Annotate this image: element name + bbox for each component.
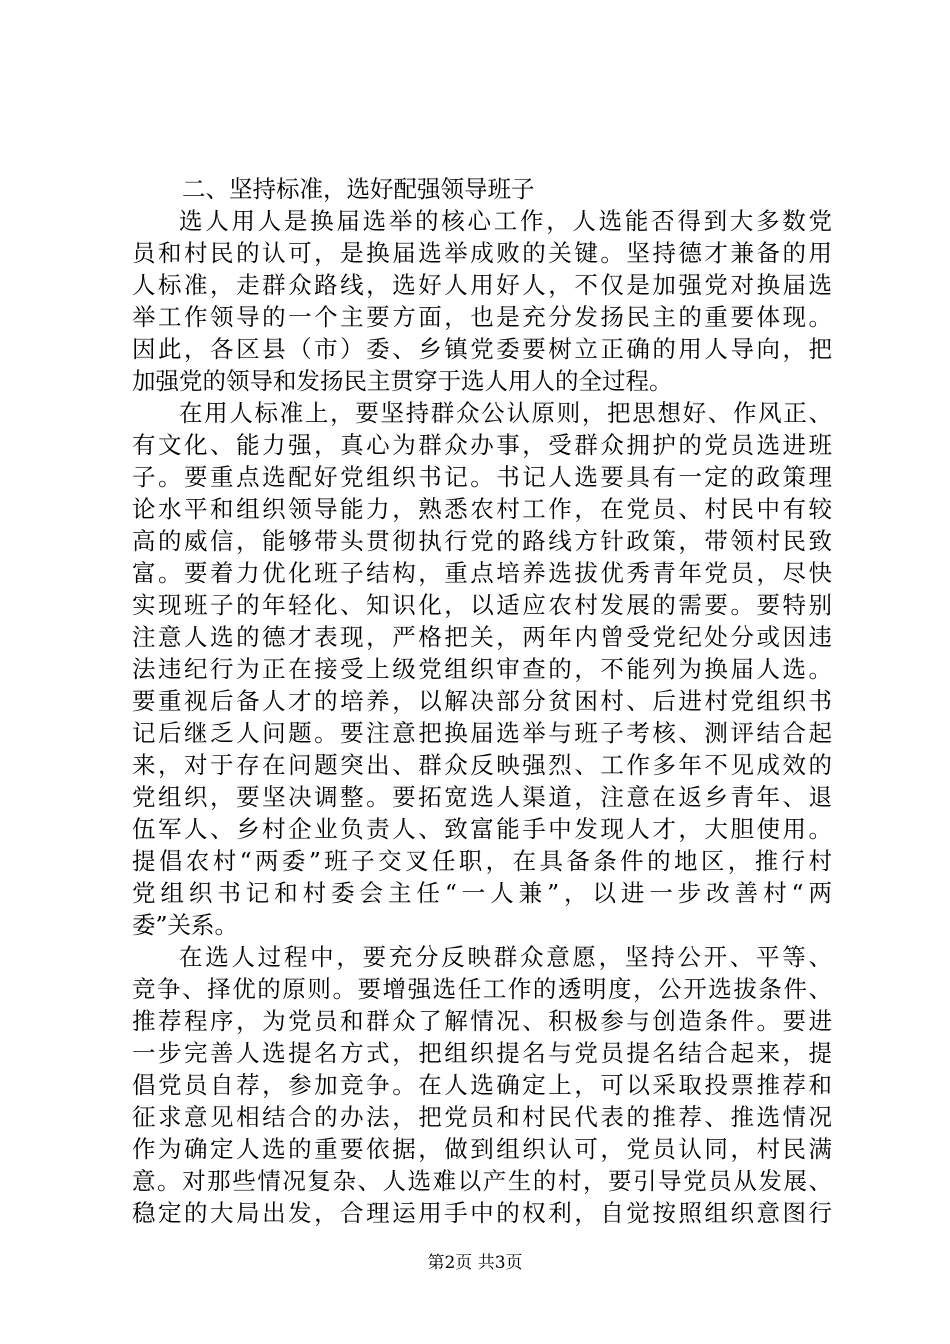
page-number-footer: 第2页 共3页 <box>427 1253 523 1273</box>
paragraph-line: 要重视后备人才的培养，以解决部分贫困村、后进村党组织书 <box>132 687 832 715</box>
paragraph-line: 作为确定人选的重要依据，做到组织认可，党员认同，村民满 <box>132 1135 832 1163</box>
paragraph-line: 举工作领导的一个主要方面，也是充分发扬民主的重要体现。 <box>132 303 832 331</box>
paragraph-line: 委”关系。 <box>132 911 239 939</box>
paragraph-line: 党组织书记和村委会主任“一人兼”，以进一步改善村“两 <box>132 879 832 907</box>
paragraph-line: 实现班子的年轻化、知识化，以适应农村发展的需要。要特别 <box>132 591 832 619</box>
paragraph-line: 一步完善人选提名方式，把组织提名与党员提名结合起来，提 <box>132 1039 832 1067</box>
paragraph-line: 注意人选的德才表现，严格把关，两年内曾受党纪处分或因违 <box>132 623 832 651</box>
paragraph-line: 记后继乏人问题。要注意把换届选举与班子考核、测评结合起 <box>132 719 832 747</box>
paragraph-line: 人标准，走群众路线，选好人用好人，不仅是加强党对换届选 <box>132 271 832 299</box>
paragraph-line: 员和村民的认可，是换届选举成败的关键。坚持德才兼备的用 <box>132 239 832 267</box>
paragraph-line: 论水平和组织领导能力，熟悉农村工作，在党员、村民中有较 <box>132 495 832 523</box>
paragraph-line: 选人用人是换届选举的核心工作，人选能否得到大多数党 <box>179 207 832 235</box>
paragraph-line: 因此，各区县（市）委、乡镇党委要树立正确的用人导向，把 <box>132 335 832 363</box>
section-heading: 二、坚持标准，选好配强领导班子 <box>182 175 535 203</box>
body-text <box>132 173 832 1229</box>
paragraph-line: 伍军人、乡村企业负责人、致富能手中发现人才，大胆使用。 <box>132 815 832 843</box>
paragraph-line: 子。要重点选配好党组织书记。书记人选要具有一定的政策理 <box>132 463 832 491</box>
paragraph-line: 法违纪行为正在接受上级党组织审查的，不能列为换届人选。 <box>132 655 832 683</box>
paragraph-line: 征求意见相结合的办法，把党员和村民代表的推荐、推选情况 <box>132 1103 832 1131</box>
paragraph-line: 来，对于存在问题突出、群众反映强烈、工作多年不见成效的 <box>132 751 832 779</box>
paragraph-line: 竞争、择优的原则。要增强选任工作的透明度，公开选拔条件、 <box>132 975 832 1003</box>
paragraph-line: 加强党的领导和发扬民主贯穿于选人用人的全过程。 <box>132 367 673 395</box>
paragraph-line: 高的威信，能够带头贯彻执行党的路线方针政策，带领村民致 <box>132 527 832 555</box>
paragraph-line: 在用人标准上，要坚持群众公认原则，把思想好、作风正、 <box>179 399 832 427</box>
paragraph-line: 意。对那些情况复杂、人选难以产生的村，要引导党员从发展、 <box>132 1167 832 1195</box>
paragraph-line: 提倡农村“两委”班子交叉任职，在具备条件的地区，推行村 <box>132 847 832 875</box>
paragraph-line: 推荐程序，为党员和群众了解情况、积极参与创造条件。要进 <box>132 1007 832 1035</box>
paragraph-line: 富。要着力优化班子结构，重点培养选拔优秀青年党员，尽快 <box>132 559 832 587</box>
paragraph-line: 有文化、能力强，真心为群众办事，受群众拥护的党员选进班 <box>132 431 832 459</box>
paragraph-line: 稳定的大局出发，合理运用手中的权利，自觉按照组织意图行 <box>132 1199 832 1227</box>
paragraph-line: 党组织，要坚决调整。要拓宽选人渠道，注意在返乡青年、退 <box>132 783 832 811</box>
paragraph-line: 在选人过程中，要充分反映群众意愿，坚持公开、平等、 <box>179 943 832 971</box>
paragraph-line: 倡党员自荐，参加竞争。在人选确定上，可以采取投票推荐和 <box>132 1071 832 1099</box>
